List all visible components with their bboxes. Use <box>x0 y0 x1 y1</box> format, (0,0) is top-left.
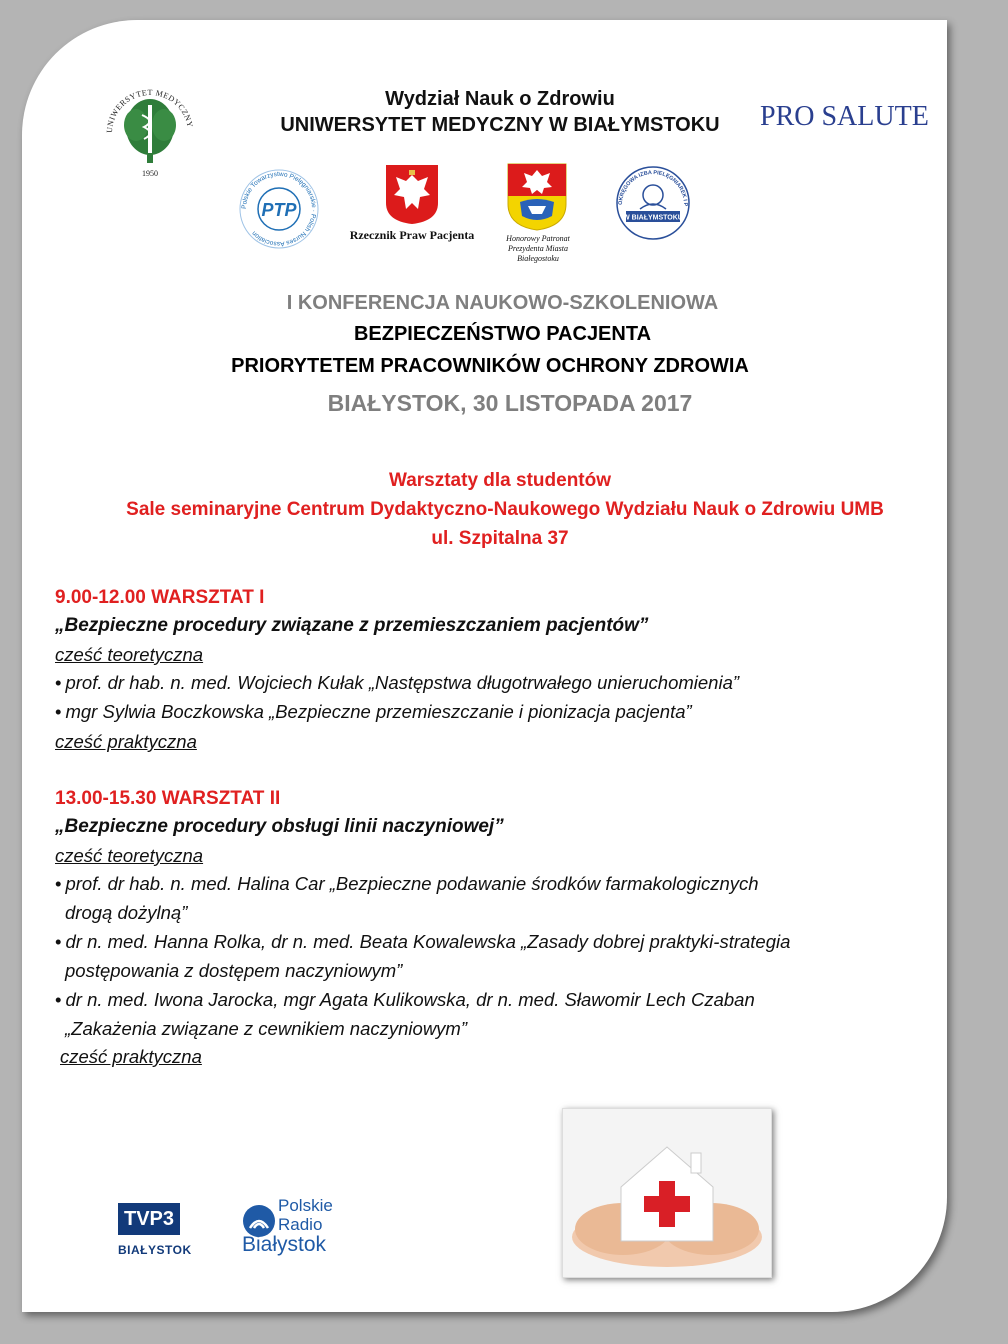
umb-seal-logo <box>98 75 202 185</box>
bialystok-patronage-logo <box>498 162 578 272</box>
radio-line-1: Polskie <box>278 1196 333 1215</box>
workshop-2-lecture: • dr n. med. Hanna Rolka, dr n. med. Beata Kowalewska „Zasady dobrej praktyki-strategia postępowania z dostępem naczyniowym” <box>55 931 791 981</box>
workshop-2-title: „Bezpieczne procedury obsługi linii naczyniowej” <box>55 816 504 837</box>
rzecznik-logo <box>342 163 482 243</box>
workshop-2-theory-label: cześć teoretyczna <box>55 845 204 866</box>
venue-address: ul. Szpitalna 37 <box>431 528 569 549</box>
venue-title: Warsztaty dla studentów <box>388 470 612 491</box>
workshop-1-heading: 9.00-12.00 WARSZTAT I <box>55 587 265 608</box>
workshop-2-lecture: • dr n. med. Iwona Jarocka, mgr Agata Kulikowska, dr n. med. Sławomir Lech Czaban „Zakażenia związane z cewnikiem naczyniowym” <box>55 989 755 1039</box>
university-name: UNIWERSYTET MEDYCZNY W BIAŁYMSTOKU <box>280 114 720 136</box>
oipip-logo <box>612 165 694 243</box>
workshop-1-title: „Bezpieczne procedury związane z przemieszczaniem pacjentów” <box>55 615 649 636</box>
conference-title-line-2: PRIORYTETEM PRACOWNIKÓW OCHRONY ZDROWIA <box>231 355 749 377</box>
poster-card <box>22 20 947 1312</box>
workshop-1-theory-label: cześć teoretyczna <box>55 644 204 665</box>
tvp-logo-mark: TVP3 <box>118 1203 180 1235</box>
ptp-initials: PTP <box>261 200 297 220</box>
ptp-logo <box>238 168 320 250</box>
white-eagle-emblem-icon <box>384 163 440 225</box>
conference-date: BIAŁYSTOK, 30 LISTOPADA 2017 <box>327 390 693 416</box>
workshop-2-heading: 13.00-15.30 WARSZTAT II <box>55 788 281 809</box>
radio-line-3: Białystok <box>242 1233 327 1256</box>
oipip-seal-text: OKRĘGOWA IZBA PIELĘGNIAREK I P <box>617 169 689 207</box>
conference-title-line-1: BEZPIECZEŃSTWO PACJENTA <box>353 323 652 345</box>
workshop-1-lecture: • mgr Sylwia Boczkowska „Bezpieczne przemieszczanie i pionizacja pacjenta” <box>55 701 692 722</box>
ptp-seal-text: Polskie Towarzystwo Pielęgniarskie · Polish Nurses Association <box>240 170 318 248</box>
conference-line-1: I KONFERENCJA NAUKOWO-SZKOLENIOWA <box>286 292 719 314</box>
bialystok-coat-of-arms-icon <box>506 162 568 232</box>
patronat-caption: Honorowy Patronat Prezydenta Miasta Białegostoku <box>506 234 570 263</box>
tvp-logo-sub: BIAŁYSTOK <box>118 1243 192 1257</box>
rzecznik-caption: Rzecznik Praw Pacjenta <box>349 228 475 242</box>
radio-line-2: Radio <box>278 1215 323 1234</box>
umb-seal-text: UNIWERSYTET MEDYCZNY <box>104 87 195 134</box>
faculty-name: Wydział Nauk o Zdrowiu <box>385 88 615 110</box>
workshop-2-practice-label: cześć praktyczna <box>60 1046 202 1067</box>
workshop-1-practice-label: cześć praktyczna <box>55 731 197 752</box>
workshop-1-lecture: • prof. dr hab. n. med. Wojciech Kułak „Następstwa długotrwałego unieruchomienia” <box>55 672 740 693</box>
polskie-radio-bialystok-logo <box>242 1196 372 1260</box>
pro-salute-logo: PRO SALUTE <box>760 101 929 132</box>
hands-house-image <box>562 1108 772 1278</box>
umb-seal-year: 1950 <box>142 169 158 178</box>
oipip-banner: W BIAŁYMSTOKU <box>623 214 683 222</box>
tvp3-bialystok-logo <box>118 1203 202 1259</box>
venue-location: Sale seminaryjne Centrum Dydaktyczno-Naukowego Wydziału Nauk o Zdrowiu UMB <box>126 499 884 520</box>
workshop-2-lecture: • prof. dr hab. n. med. Halina Car „Bezpieczne podawanie środków farmakologicznych drogą dożylną” <box>55 873 759 923</box>
